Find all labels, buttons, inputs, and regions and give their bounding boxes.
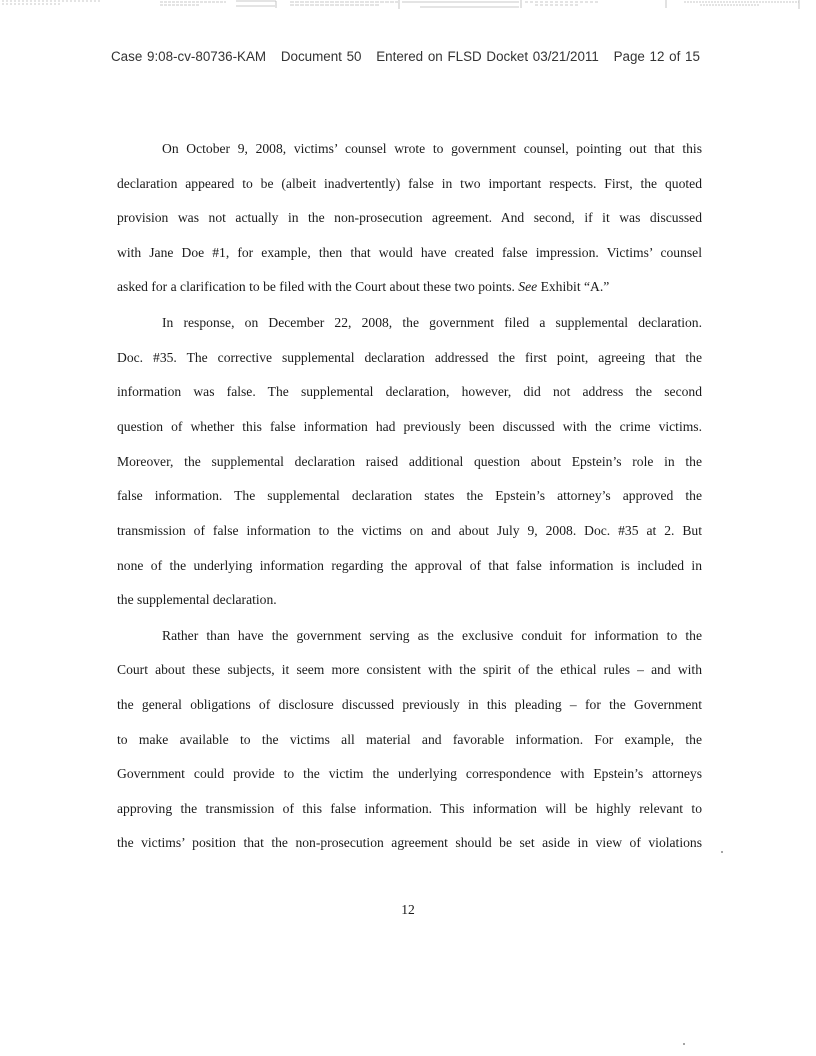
text-line: provision was not actually in the non-prosecution agreement. And second, if it was discussed: [117, 210, 702, 225]
text-line: Court about these subjects, it seem more consistent with the spirit of the ethical rules – and with: [117, 662, 702, 677]
case-number: Case 9:08-cv-80736-KAM: [111, 49, 267, 64]
text-segment: Exhibit “A.”: [537, 279, 610, 294]
text-line: On October 9, 2008, victims’ counsel wrote to government counsel, pointing out that this: [162, 141, 702, 156]
text-line: approving the transmission of this false information. This information will be highly relevant to: [117, 801, 702, 816]
text-line: to make available to the victims all material and favorable information. For example, the: [117, 732, 702, 747]
text-line: the general obligations of disclosure discussed previously in this pleading – for the Government: [117, 697, 702, 712]
page-number: 12: [401, 902, 415, 917]
text-line: Rather than have the government serving as the exclusive conduit for information to the: [162, 628, 702, 643]
case-header: [0, 49, 816, 64]
text-line: the victims’ position that the non-prosecution agreement should be set aside in view of violations: [117, 835, 702, 850]
text-line: [117, 278, 702, 296]
document-number: Document 50: [280, 49, 362, 64]
text-line: In response, on December 22, 2008, the government filed a supplemental declaration.: [162, 315, 702, 330]
text-line: question of whether this false information had previously been discussed with the crime victims.: [117, 419, 702, 434]
text-line: false information. The supplemental declaration states the Epstein’s attorney’s approved the: [117, 488, 702, 503]
text-line: Moreover, the supplemental declaration raised additional question about Epstein’s role in the: [117, 454, 702, 469]
citation-signal: See: [518, 279, 538, 294]
text-line: declaration appeared to be (albeit inadvertently) false in two important respects. First, the quoted: [117, 176, 702, 191]
scan-speck: [683, 1043, 685, 1045]
page-count: Page 12 of 15: [613, 49, 700, 64]
text-segment: asked for a clarification to be filed with the Court about these two points.: [117, 279, 519, 294]
text-line: Government could provide to the victim the underlying correspondence with Epstein’s attorneys: [117, 766, 702, 781]
text-line: none of the underlying information regarding the approval of that false information is included in: [117, 558, 702, 573]
text-line: with Jane Doe #1, for example, then that would have created false impression. Victims’ counsel: [117, 245, 702, 260]
text-line: Doc. #35. The corrective supplemental declaration addressed the first point, agreeing that the: [117, 350, 702, 365]
text-line: transmission of false information to the victims on and about July 9, 2008. Doc. #35 at 2. But: [117, 523, 702, 538]
docket-entry: Entered on FLSD Docket 03/21/2011: [376, 49, 599, 64]
scan-artifacts: [0, 0, 816, 14]
text-line: the supplemental declaration.: [117, 592, 277, 607]
text-line: information was false. The supplemental declaration, however, did not address the second: [117, 384, 702, 399]
scan-speck: [721, 851, 723, 853]
